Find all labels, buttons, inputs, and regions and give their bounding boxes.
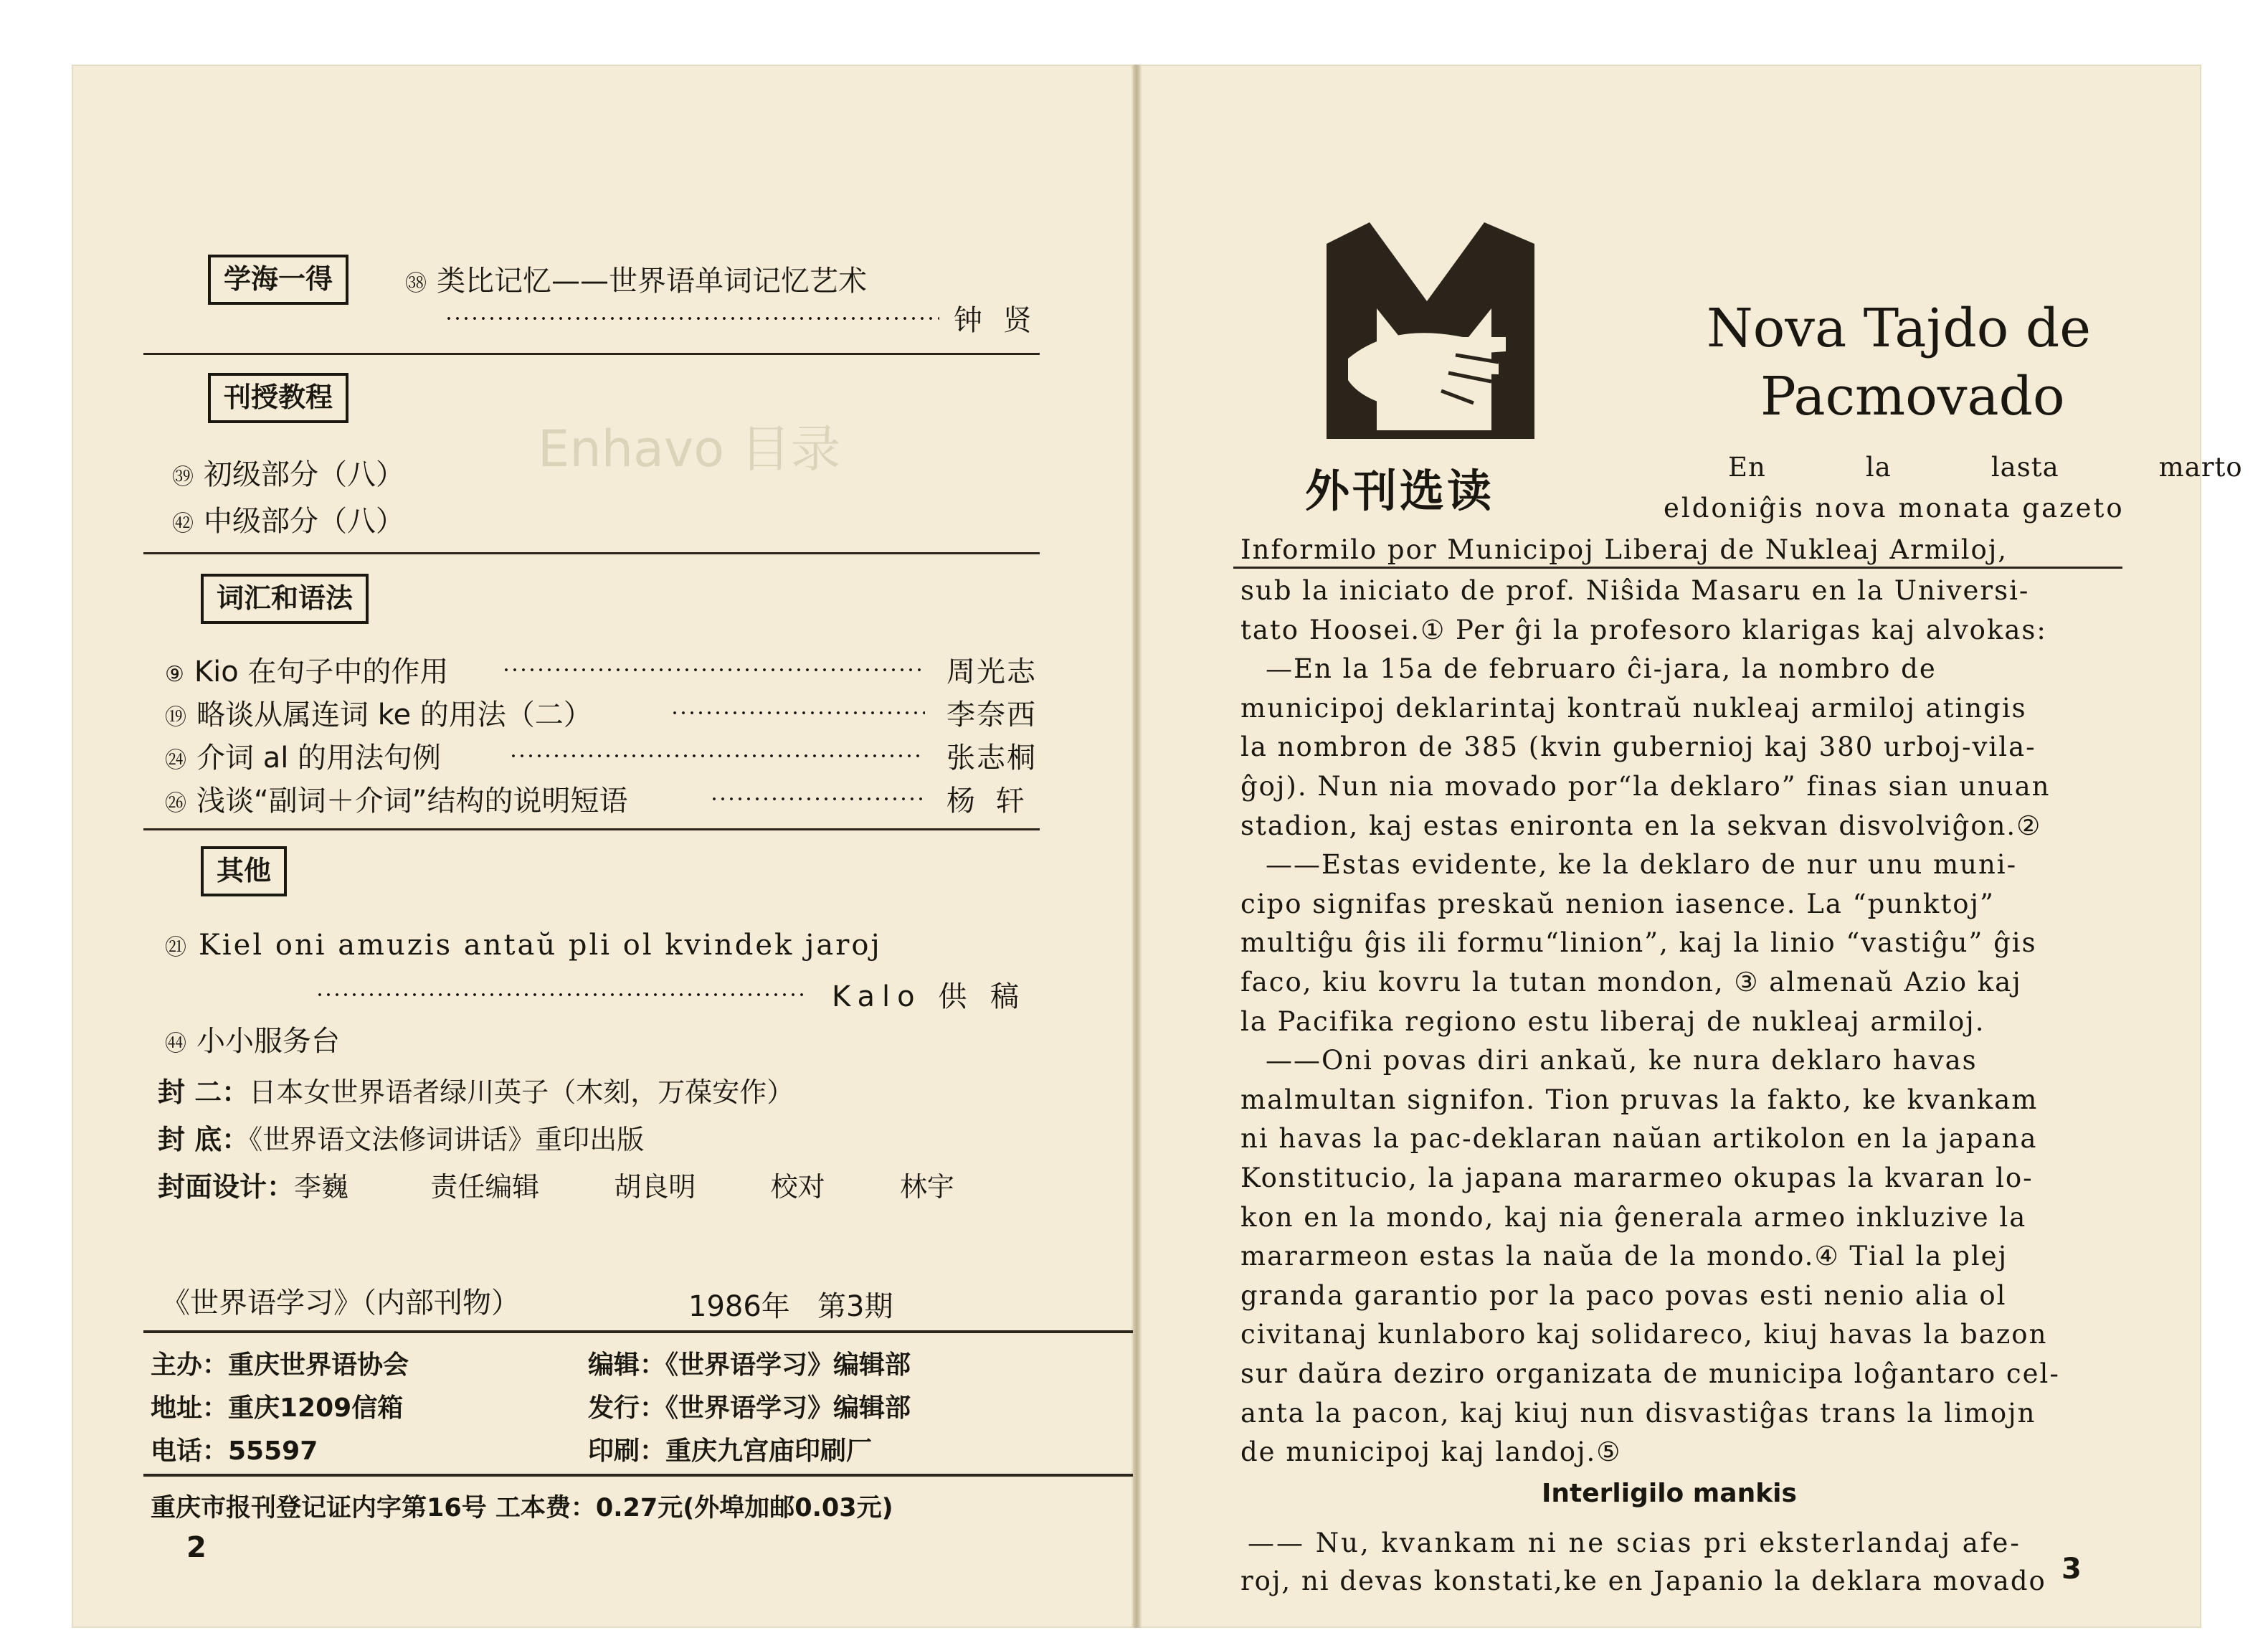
title-underline [1233, 567, 2122, 569]
body-line: stadion, kaj estas enironta en la sekvan disvolviĝon.② [1240, 810, 2042, 841]
proof-name: 林宇 [899, 1171, 954, 1203]
book-gutter [1133, 65, 1140, 1628]
body-line: la Pacifika regiono estu liberaj de nukleaj armiloj. [1240, 1006, 1985, 1037]
credit-text: 日本女世界语者绿川英子（木刻，万葆安作） [249, 1076, 794, 1108]
body-line: roj, ni devas konstati,ke en Japanio la deklara movado [1240, 1566, 2046, 1596]
body-line: ni havas la pac-deklaran naŭan artikolon en la japana [1240, 1123, 2038, 1154]
entry-author: 张志桐 [946, 742, 1037, 775]
toc-entry-qita-2 [165, 1018, 340, 1059]
back-cover-credit [158, 1117, 644, 1157]
leader-dots [445, 317, 939, 320]
publication-issue: 第3期 [817, 1290, 893, 1323]
body-line: mararmeon estas la naŭa de la mondo.④ Tial la plej [1240, 1241, 2008, 1271]
body-line: anta la pacon, kaj kiuj nun disvastiĝas trans la limojn [1240, 1398, 2036, 1429]
body-line: multiĝu ĝis ili formu“linion”, kaj la linio “vastiĝu” ĝis [1240, 927, 2037, 958]
section-label-qita: 其他 [201, 846, 287, 896]
body-line: municipoj deklarintaj kontraŭ nukleaj armiloj atingis [1240, 693, 2027, 724]
distribution-line: 发行：《世界语学习》编辑部 [588, 1393, 911, 1423]
body-line: malmultan signifon. Tion pruvas la fakto, ke kvankam [1240, 1084, 2039, 1115]
logo-caption: 外刊选读 [1305, 465, 1495, 517]
toc-entry-cihui-1 [165, 649, 448, 690]
subheading: Interligilo mankis [1542, 1479, 1797, 1508]
leader-dots [315, 993, 803, 996]
editor-label: 责任编辑 [430, 1171, 540, 1203]
right-page [1140, 65, 2243, 1628]
entry-author: Kalo 供 稿 [832, 980, 1027, 1013]
credit-label: 封 二： [158, 1076, 250, 1108]
host-line: 主办：重庆世界语协会 [151, 1350, 409, 1380]
toc-entry-kanshou-2 [172, 498, 404, 539]
body-line: la nombron de 385 (kvin gubernioj kaj 380 urboj-vila- [1240, 731, 2036, 762]
section-divider [143, 353, 1040, 355]
pubinfo-top-rule [143, 1330, 1133, 1333]
design-name: 李巍 [294, 1171, 349, 1203]
body-line: ĝoj). Nun nia movado por“la deklaro” finas sian unuan [1240, 771, 2051, 802]
phone-line: 电话：55597 [151, 1436, 318, 1466]
editor-name: 胡良明 [614, 1171, 696, 1203]
body-line: En la lasta marto [1728, 452, 2243, 483]
leader-dots [670, 711, 925, 714]
design-label: 封面设计： [158, 1171, 295, 1203]
body-line: sub la iniciato de prof. Niŝida Masaru en la Universi- [1240, 575, 2030, 606]
entry-author: 钟 贤 [954, 304, 1038, 337]
entry-number: ⑨ [165, 662, 184, 687]
page-number-right: 3 [2061, 1553, 2082, 1586]
toc-entry-cihui-2 [165, 692, 592, 733]
entry-number: ⑲ [165, 705, 186, 730]
body-line: sur daŭra deziro organizata de municipa loĝantaro cel- [1240, 1358, 2060, 1389]
editing-line: 编辑：《世界语学习》编辑部 [588, 1350, 911, 1380]
body-line: ——Estas evidente, ke la deklaro de nur unu muni- [1266, 849, 2018, 880]
article-title-line1: Nova Tajdo de [1707, 298, 2092, 359]
toc-entry-cihui-3 [165, 735, 441, 776]
body-line: eldoniĝis nova monata gazeto [1664, 493, 2125, 524]
entry-title: 中级部分（八） [204, 505, 404, 538]
toc-entry-cihui-4 [165, 778, 627, 819]
body-line: civitanaj kunlaboro kaj solidareco, kiuj havas la bazon [1240, 1319, 2048, 1350]
leader-dots [710, 797, 925, 800]
proof-label: 校对 [770, 1171, 825, 1203]
entry-number: ㊹ [165, 1031, 186, 1056]
printing-line: 印刷：重庆九宫庙印刷厂 [588, 1436, 873, 1466]
body-line: granda garantio por la paco povas esti nenio alia ol [1240, 1280, 2007, 1311]
entry-title: 略谈从属连词 ke 的用法（二） [196, 698, 592, 731]
entry-title: 初级部分（八） [204, 458, 404, 491]
entry-title: Kio 在句子中的作用 [194, 655, 449, 688]
address-line: 地址：重庆1209信箱 [151, 1393, 404, 1423]
body-line: Informilo por Municipoj Liberaj de Nukleaj Armiloj, [1240, 534, 2008, 565]
body-line: —En la 15a de februaro ĉi-jara, la nombro de [1266, 653, 1937, 684]
publication-title: 《世界语学习》（内部刊物） [161, 1287, 520, 1320]
toc-entry-xuehai-title [405, 258, 867, 299]
foreign-journal-logo-icon [1319, 215, 1542, 445]
leader-dots [502, 668, 925, 671]
entry-number: ㊴ [172, 465, 194, 490]
body-line: cipo signifas preskaŭ nenion iasence. La “punktoj” [1240, 889, 1995, 919]
entry-number: ㉔ [165, 748, 186, 773]
credit-text: 《世界语文法修词讲话》重印出版 [249, 1124, 645, 1155]
entry-author: 周光志 [946, 655, 1037, 688]
toc-entry-qita-1 [165, 929, 882, 962]
entry-number: ㉖ [165, 791, 186, 816]
entry-title: Kiel oni amuzis antaŭ pli ol kvindek jaroj [199, 929, 882, 962]
pubinfo-bottom-rule [143, 1474, 1133, 1477]
entry-author: 杨 轩 [946, 785, 1030, 818]
toc-entry-kanshou-1 [172, 452, 404, 493]
show-through-background: Enhavo 目录 [538, 420, 841, 478]
staff-credits [158, 1165, 954, 1204]
section-label-kanshou: 刊授教程 [208, 373, 348, 423]
entry-title: 介词 al 的用法句例 [196, 742, 442, 775]
body-line: faco, kiu kovru la tutan mondon, ③ almenaŭ Azio kaj [1240, 967, 2022, 998]
section-divider [143, 552, 1040, 554]
entry-number: ㉑ [165, 935, 189, 960]
publication-year: 1986年 [688, 1290, 790, 1323]
section-divider [143, 828, 1040, 830]
body-line: ——Oni povas diri ankaŭ, ke nura deklaro havas [1266, 1045, 1978, 1076]
credit-label: 封 底： [158, 1124, 250, 1155]
article-title-line2: Pacmovado [1760, 366, 2065, 427]
cover2-credit [158, 1070, 794, 1109]
page-number-left: 2 [186, 1531, 207, 1564]
body-line: —— Nu, kvankam ni ne scias pri eksterlandaj afe- [1248, 1528, 2021, 1558]
body-line: de municipoj kaj landoj.⑤ [1240, 1436, 1622, 1467]
registration-line: 重庆市报刊登记证内字第16号 工本费：0.27元(外埠加邮0.03元) [151, 1494, 893, 1522]
entry-title: 类比记忆——世界语单词记忆艺术 [437, 265, 867, 298]
entry-number: ㊷ [172, 511, 194, 536]
entry-title: 小小服务台 [196, 1025, 340, 1058]
left-page [72, 65, 1133, 1628]
entry-number: ㊳ [405, 271, 427, 296]
body-line: Konstitucio, la japana mararmeo okupas la kvaran lo- [1240, 1162, 2034, 1193]
section-label-cihui: 词汇和语法 [201, 574, 369, 624]
entry-title: 浅谈“副词＋介词”结构的说明短语 [196, 785, 628, 818]
section-label-xuehai: 学海一得 [208, 255, 348, 305]
entry-author: 李奈西 [946, 698, 1037, 731]
body-line: kon en la mondo, kaj nia ĝenerala armeo inkluzive la [1240, 1202, 2027, 1233]
body-line: tato Hoosei.① Per ĝi la profesoro klarigas kaj alvokas: [1240, 615, 2047, 645]
leader-dots [509, 754, 925, 757]
